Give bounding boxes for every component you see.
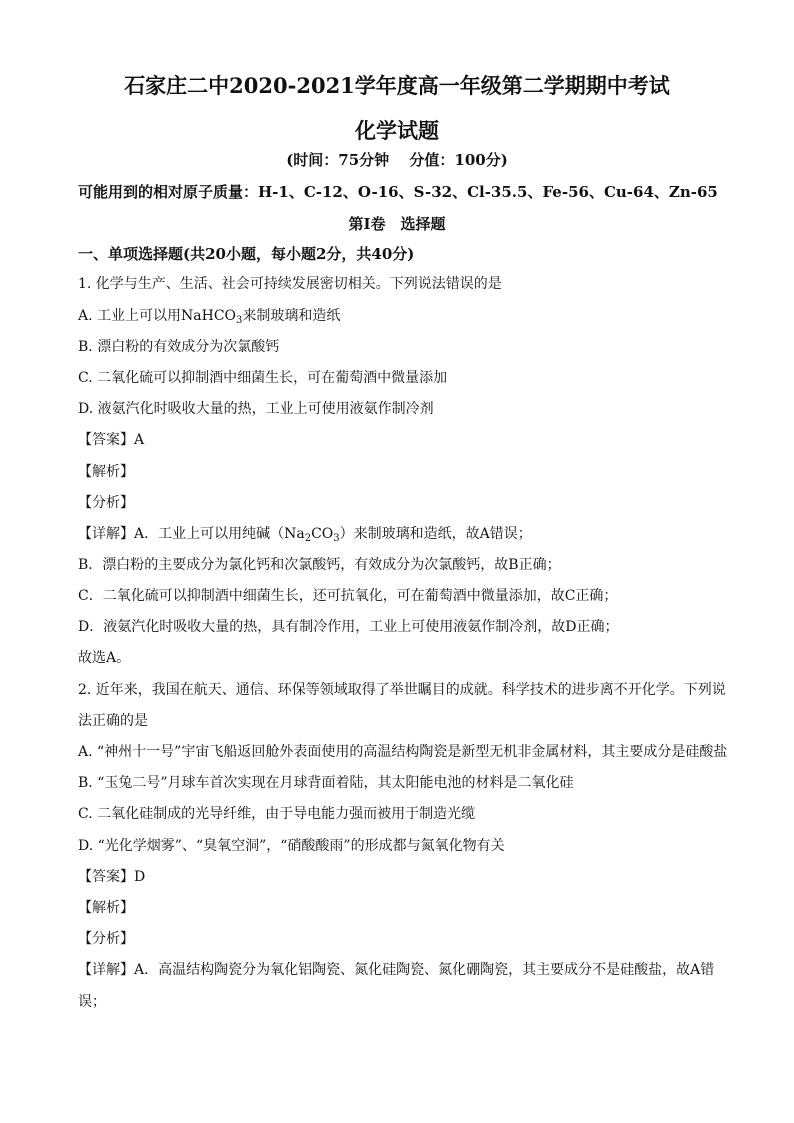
q1-option-b: B. 漂白粉的有效成分为次氯酸钙 bbox=[78, 339, 280, 355]
q2-option-b: B. “玉兔二号”月球车首次实现在月球背面着陆，其太阳能电池的材料是二氧化硅 bbox=[78, 775, 574, 791]
q1-detail-d: D．液氨汽化时吸收大量的热，具有制冷作用，工业上可使用液氨作制冷剂，故D正确； bbox=[78, 619, 619, 635]
section-heading: 一、单项选择题(共20小题，每小题2分，共40分) bbox=[78, 245, 415, 263]
q1-answer: 【答案】A bbox=[78, 432, 145, 448]
q1-stem: 1. 化学与生产、生活、社会可持续发展密切相关。下列说法错误的是 bbox=[78, 276, 502, 292]
q2-analysis: 【解析】 bbox=[78, 900, 134, 916]
time-score: (时间：75分钟 分值：100分) bbox=[286, 151, 508, 169]
q1-option-a-post: 来制玻璃和造纸 bbox=[242, 308, 341, 324]
q1-option-a bbox=[78, 306, 340, 331]
q2-answer: 【答案】D bbox=[78, 869, 146, 885]
q1-fenxi: 【分析】 bbox=[78, 495, 134, 511]
q1-detail-a-pre: 【详解】A．工业上可以用纯碱（Na bbox=[78, 526, 305, 542]
q1-option-a-pre: A. 工业上可以用NaHCO bbox=[78, 308, 237, 324]
q1-detail-a bbox=[78, 524, 532, 549]
q1-detail-a-mid: CO bbox=[311, 526, 334, 542]
q1-detail-b: B．漂白粉的主要成分为氯化钙和次氯酸钙，有效成分为次氯酸钙，故B正确； bbox=[78, 557, 561, 573]
q1-detail-a-sub1: 2 bbox=[304, 533, 312, 544]
exam-title: 石家庄二中2020-2021学年度高一年级第二学期期中考试 bbox=[124, 73, 670, 98]
q2-option-a: A. “神州十一号”宇宙飞船返回舱外表面使用的高温结构陶瓷是新型无机非金属材料，其主要成分是硅酸盐 bbox=[78, 744, 728, 760]
q1-detail-a-sub2: 3 bbox=[333, 533, 340, 544]
q2-stem-line2: 法正确的是 bbox=[78, 713, 148, 729]
q2-option-d: D. “光化学烟雾”、“臭氧空洞”，“硝酸酸雨”的形成都与氮氧化物有关 bbox=[78, 838, 505, 854]
q1-option-a-sub: 3 bbox=[236, 315, 243, 326]
q2-stem-line1: 2. 近年来，我国在航天、通信、环保等领域取得了举世瞩目的成就。科学技术的进步离不开化学。下列说 bbox=[78, 682, 726, 698]
atomic-masses: 可能用到的相对原子质量：H-1、C-12、O-16、S-32、Cl-35.5、Fe-56、Cu-64、Zn-65 bbox=[78, 183, 718, 201]
q1-conclusion: 故选A。 bbox=[78, 650, 131, 666]
subject-title: 化学试题 bbox=[355, 118, 439, 143]
q2-detail-a-line2: 误； bbox=[78, 994, 106, 1010]
q2-option-c: C. 二氧化硅制成的光导纤维，由于导电能力强而被用于制造光缆 bbox=[78, 806, 476, 822]
q2-fenxi: 【分析】 bbox=[78, 931, 134, 947]
q2-detail-a-line1: 【详解】A．高温结构陶瓷分为氧化铝陶瓷、氮化硅陶瓷、氮化硼陶瓷，其主要成分不是硅酸盐，故A错 bbox=[78, 962, 715, 978]
q1-detail-c: C．二氧化硫可以抑制酒中细菌生长，还可抗氧化，可在葡萄酒中微量添加，故C正确； bbox=[78, 588, 618, 604]
volume-heading: 第Ⅰ卷 选择题 bbox=[348, 215, 446, 233]
q1-detail-a-post: ）来制玻璃和造纸，故A错误； bbox=[339, 526, 532, 542]
q1-option-d: D. 液氨汽化时吸收大量的热，工业上可使用液氨作制冷剂 bbox=[78, 401, 434, 417]
q1-option-c: C. 二氧化硫可以抑制酒中细菌生长，可在葡萄酒中微量添加 bbox=[78, 370, 448, 386]
q1-analysis: 【解析】 bbox=[78, 464, 134, 480]
